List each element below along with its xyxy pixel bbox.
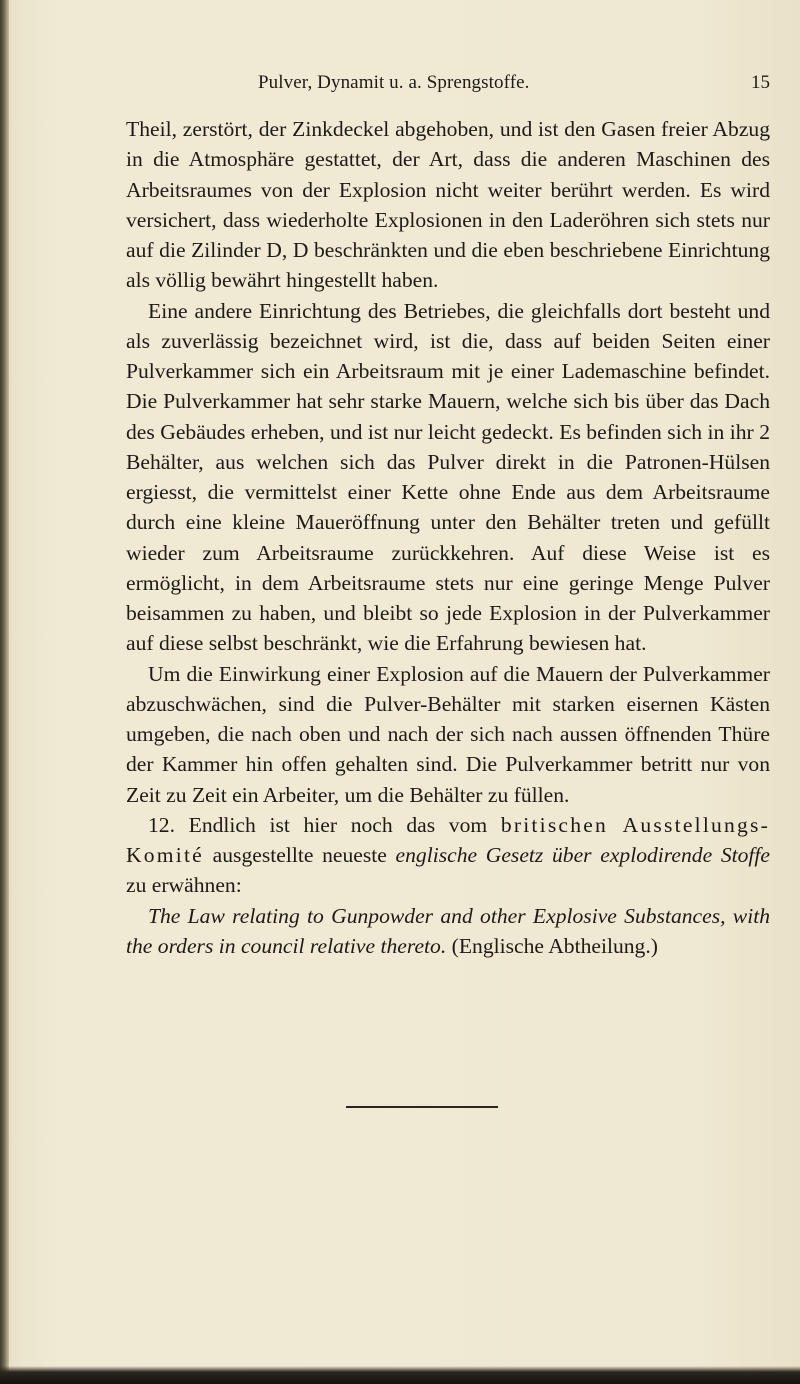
paragraph-5-tail: (Englische Abtheilung.): [451, 933, 658, 958]
paragraph-4: [126, 810, 770, 901]
paragraph-4-tail: zu erwähnen:: [126, 873, 242, 898]
paragraph-1: Theil, zerstört, der Zinkdeckel abgehoben, und ist den Gasen freier Abzug in die Atmosphäre gestattet, der Art, dass die anderen Maschinen des Arbeitsraumes von der Explosion nicht weiter berührt werden. Es wird versichert, dass wiederholte Explosionen in den Laderöhren sich stets nur auf die Zilinder D, D beschränkten und die eben beschriebene Einrichtung als völlig bewährt hingestellt haben.: [126, 117, 770, 293]
paragraph-4-italic: englische Gesetz über explodirende Stoffe: [395, 843, 771, 867]
running-title: Pulver, Dynamit u. a. Sprengstoffe.: [258, 72, 530, 93]
page-number: 15: [751, 72, 770, 93]
section-rule: [346, 1106, 498, 1108]
paragraph-5-italic: The Law relating to Gunpowder and other Explosive Substances, with the orders in council relative thereto.: [126, 903, 770, 958]
binding-edge: [0, 0, 9, 1384]
paragraph-4-mid: ausgestellte neueste: [212, 843, 387, 867]
bottom-edge: [0, 1366, 800, 1384]
paragraph-5: [126, 901, 770, 962]
body-text: [126, 114, 770, 961]
paragraph-2: Eine andere Einrichtung des Betriebes, die gleichfalls dort besteht und als zuverlässig bezeichnet wird, ist die, dass auf beiden Seiten einer Pulverkammer sich ein Arbeitsraum mit je einer Lademaschine befindet. Die Pulverkammer hat sehr starke Mauern, welche sich bis über das Dach des Gebäudes erheben, und ist nur leicht gedeckt. Es befinden sich in ihr 2 Behälter, aus welchen sich das Pulver direkt in die Patronen-Hülsen ergiesst, die vermittelst einer Kette ohne Ende aus dem Arbeitsraume durch eine kleine Maueröffnung unter den Behälter treten und gefüllt wieder zum Arbeitsraume zurückkehren. Auf diese Weise ist es ermöglicht, in dem Arbeitsraume stets nur eine geringe Menge Pulver beisammen zu haben, und bleibt so jede Explosion in der Pulverkammer auf diese selbst beschränkt, wie die Erfahrung bewiesen hat.: [126, 298, 770, 656]
paragraph-4-spaced: britischen Ausstellungs-Komité: [126, 812, 771, 867]
paragraph-4-lead: 12. Endlich ist hier noch das vom: [148, 812, 488, 837]
running-head: [126, 72, 770, 102]
paragraph-3: Um die Einwirkung einer Explosion auf die Mauern der Pulverkammer abzuschwächen, sind die Pulver-Behälter mit starken eisernen Kästen umgeben, die nach oben und nach der sich nach aussen öffnenden Thüre der Kammer hin offen gehalten sind. Die Pulverkammer betritt nur von Zeit zu Zeit ein Arbeiter, um die Behälter zu füllen.: [126, 661, 770, 807]
